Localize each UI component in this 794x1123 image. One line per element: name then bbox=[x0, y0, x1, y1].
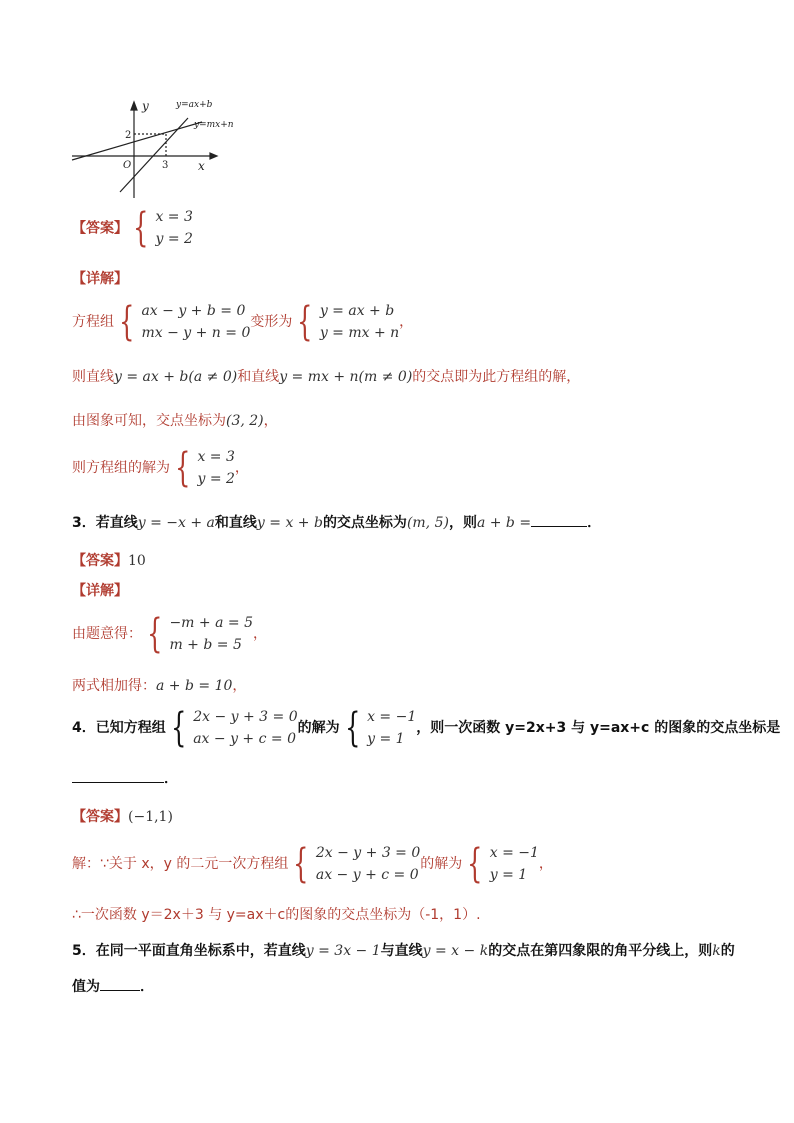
s2-answer-row: 【答案】 { x = 3 y = 2 bbox=[72, 205, 193, 251]
q4-answer-value: (−1,1) bbox=[128, 809, 173, 825]
transformed-eq-2: y = mx + n bbox=[319, 325, 400, 341]
transformed-eq-1: y = ax + b bbox=[319, 303, 395, 319]
q3-answer-value: 10 bbox=[128, 553, 146, 569]
s2-detail-line-1: 方程组 { ax − y + b = 0 mx − y + n = 0 变形为 { y = ax + b y = mx + n ， bbox=[72, 299, 414, 345]
q3-answer-row: 【答案】10 bbox=[72, 553, 146, 569]
answer-blank[interactable] bbox=[531, 526, 587, 527]
system-eq-2: mx − y + n = 0 bbox=[141, 325, 251, 341]
x-axis-arrow bbox=[210, 153, 217, 159]
q3-detail-line-1: 由题意得： { −m + a = 5 m + b = 5 ， bbox=[72, 611, 267, 657]
s2-detail-line-3: 由图象可知，交点坐标为(3, 2)， bbox=[72, 413, 278, 429]
x-tick-label: 3 bbox=[162, 160, 169, 171]
q3-detail-tag: 【详解】 bbox=[72, 583, 128, 599]
line-mx-n bbox=[72, 122, 202, 160]
answer-line-y: y = 2 bbox=[155, 231, 193, 247]
q4-solution-line-2: ∴一次函数 y＝2x＋3 与 y=ax＋c的图象的交点坐标为（-1，1）. bbox=[72, 907, 481, 923]
answer-blank[interactable] bbox=[100, 990, 140, 991]
s2-detail-line-2: 则直线y = ax + b(a ≠ 0)和直线y = mx + n(m ≠ 0)的交点即为此方程组的解， bbox=[72, 369, 581, 385]
answer-line-x: x = 3 bbox=[155, 209, 193, 225]
detail-tag: 【详解】 bbox=[72, 271, 128, 287]
q4-solution-line-1: 解：∵关于 x，y 的二元一次方程组 { 2x − y + 3 = 0 ax − y + c = 0 的解为 { x = −1 y = 1 ， bbox=[72, 841, 553, 887]
origin-label: O bbox=[123, 160, 132, 171]
question-4-blank-line: ． bbox=[72, 768, 178, 788]
line-intersection-graph bbox=[70, 96, 250, 200]
q4-answer-row: 【答案】(−1,1) bbox=[72, 809, 173, 825]
question-5-line-2: 值为 ． bbox=[72, 979, 154, 995]
y-axis-label: y bbox=[142, 99, 149, 113]
q3-detail-line-2: 两式相加得：a + b = 10， bbox=[72, 678, 247, 694]
y-tick-label: 2 bbox=[125, 130, 132, 141]
answer-tag: 【答案】 bbox=[72, 220, 128, 237]
answer-blank[interactable] bbox=[72, 782, 164, 783]
question-5: 5．在同一平面直角坐标系中，若直线y = 3x − 1与直线y = x − k的交点在第四象限的角平分线上，则k的 bbox=[72, 943, 735, 959]
x-axis-label: x bbox=[198, 159, 205, 173]
s2-detail-line-4: 则方程组的解为 { x = 3 y = 2 ， bbox=[72, 445, 249, 491]
question-4: 4．已知方程组 { 2x − y + 3 = 0 ax − y + c = 0 的解为 { x = −1 y = 1 ，则一次函数 y=2x+3 与 y=ax+c 的图象的交点坐标是 bbox=[72, 705, 781, 751]
question-3: 3．若直线y = −x + a和直线y = x + b的交点坐标为(m, 5)，则a + b = ． bbox=[72, 515, 602, 531]
line1-label: y=ax+b bbox=[176, 100, 213, 110]
system-eq-1: ax − y + b = 0 bbox=[141, 303, 246, 319]
y-axis-arrow bbox=[131, 102, 137, 110]
line2-label: y=mx+n bbox=[194, 120, 234, 130]
